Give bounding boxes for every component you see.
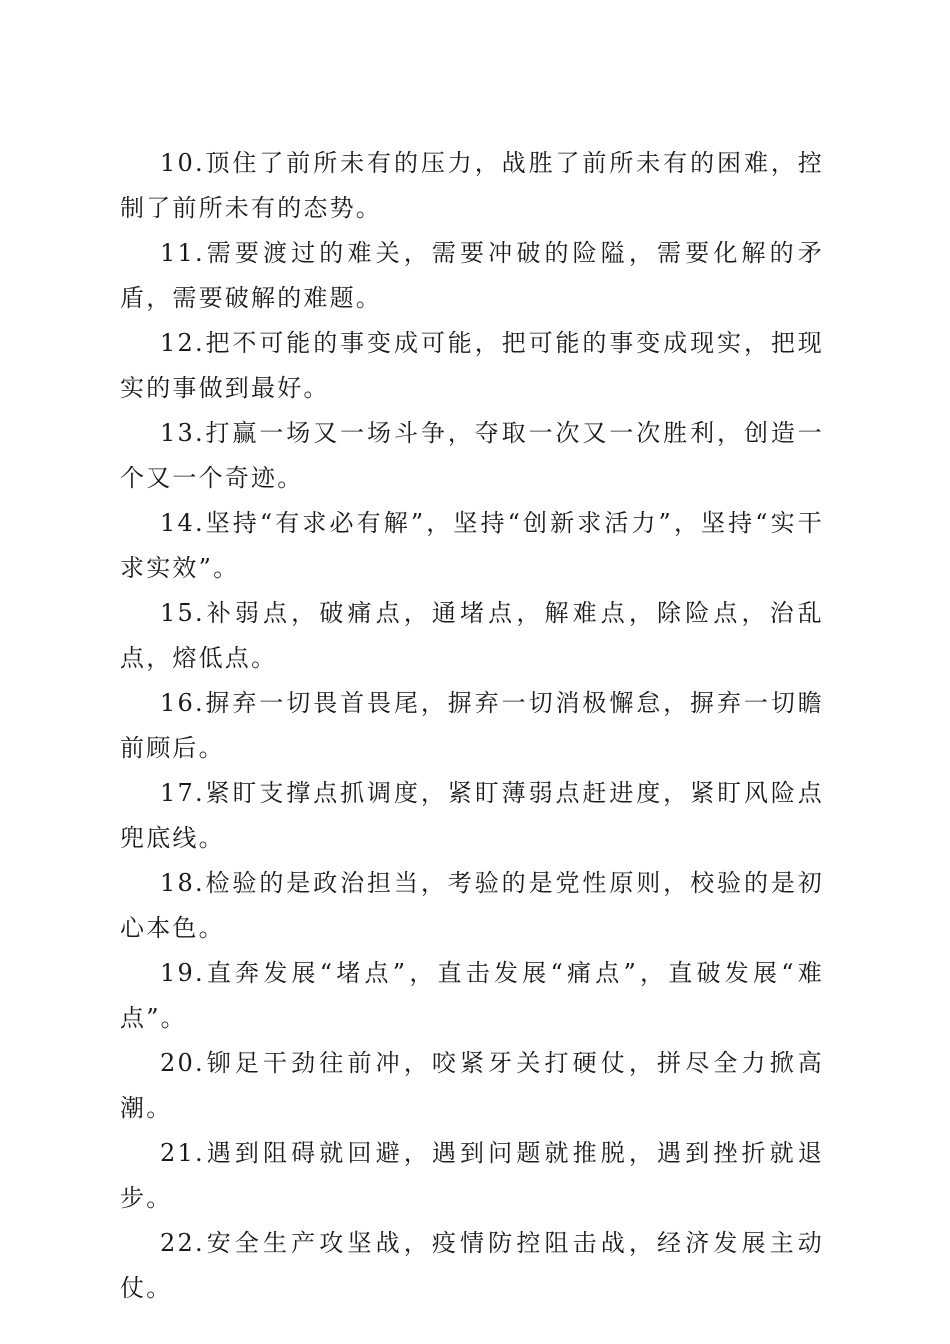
list-item-16 bbox=[120, 681, 824, 771]
item-number: 20. bbox=[160, 1049, 205, 1077]
item-number: 21. bbox=[160, 1139, 205, 1167]
item-text: 紧盯支撑点抓调度，紧盯薄弱点赶进度，紧盯风险点兜底线。 bbox=[120, 779, 824, 852]
item-number: 15. bbox=[160, 599, 205, 627]
item-text: 需要渡过的难关，需要冲破的险隘，需要化解的矛盾，需要破解的难题。 bbox=[120, 239, 824, 312]
list-item-13 bbox=[120, 411, 824, 501]
item-number: 18. bbox=[160, 869, 205, 897]
item-text: 直奔发展“堵点”，直击发展“痛点”，直破发展“难点”。 bbox=[120, 959, 824, 1032]
item-text: 铆足干劲往前冲，咬紧牙关打硬仗，拼尽全力掀高潮。 bbox=[120, 1049, 824, 1122]
item-text: 补弱点，破痛点，通堵点，解难点，除险点，治乱点，熔低点。 bbox=[120, 599, 824, 672]
list-item-21 bbox=[120, 1131, 824, 1221]
list-item-19 bbox=[120, 951, 824, 1041]
item-text: 遇到阻碍就回避，遇到问题就推脱，遇到挫折就退步。 bbox=[120, 1139, 824, 1212]
item-number: 16. bbox=[160, 689, 205, 717]
item-number: 11. bbox=[160, 239, 205, 267]
list-item-11 bbox=[120, 231, 824, 321]
list-item-17 bbox=[120, 771, 824, 861]
item-number: 17. bbox=[160, 779, 205, 807]
item-number: 13. bbox=[160, 419, 205, 447]
item-text: 顶住了前所未有的压力，战胜了前所未有的困难，控制了前所未有的态势。 bbox=[120, 149, 824, 222]
document-body bbox=[120, 141, 824, 1311]
item-number: 14. bbox=[160, 509, 205, 537]
list-item-22 bbox=[120, 1221, 824, 1311]
item-number: 10. bbox=[160, 149, 205, 177]
list-item-10 bbox=[120, 141, 824, 231]
item-number: 19. bbox=[160, 959, 205, 987]
item-text: 安全生产攻坚战，疫情防控阻击战，经济发展主动仗。 bbox=[120, 1229, 824, 1302]
list-item-18 bbox=[120, 861, 824, 951]
list-item-15 bbox=[120, 591, 824, 681]
item-text: 坚持“有求必有解”，坚持“创新求活力”，坚持“实干求实效”。 bbox=[120, 509, 824, 582]
item-number: 12. bbox=[160, 329, 205, 357]
item-text: 检验的是政治担当，考验的是党性原则，校验的是初心本色。 bbox=[120, 869, 824, 942]
item-number: 22. bbox=[160, 1229, 205, 1257]
list-item-20 bbox=[120, 1041, 824, 1131]
item-text: 把不可能的事变成可能，把可能的事变成现实，把现实的事做到最好。 bbox=[120, 329, 824, 402]
list-item-14 bbox=[120, 501, 824, 591]
item-text: 打赢一场又一场斗争，夺取一次又一次胜利，创造一个又一个奇迹。 bbox=[120, 419, 824, 492]
list-item-12 bbox=[120, 321, 824, 411]
item-text: 摒弃一切畏首畏尾，摒弃一切消极懈怠，摒弃一切瞻前顾后。 bbox=[120, 689, 824, 762]
